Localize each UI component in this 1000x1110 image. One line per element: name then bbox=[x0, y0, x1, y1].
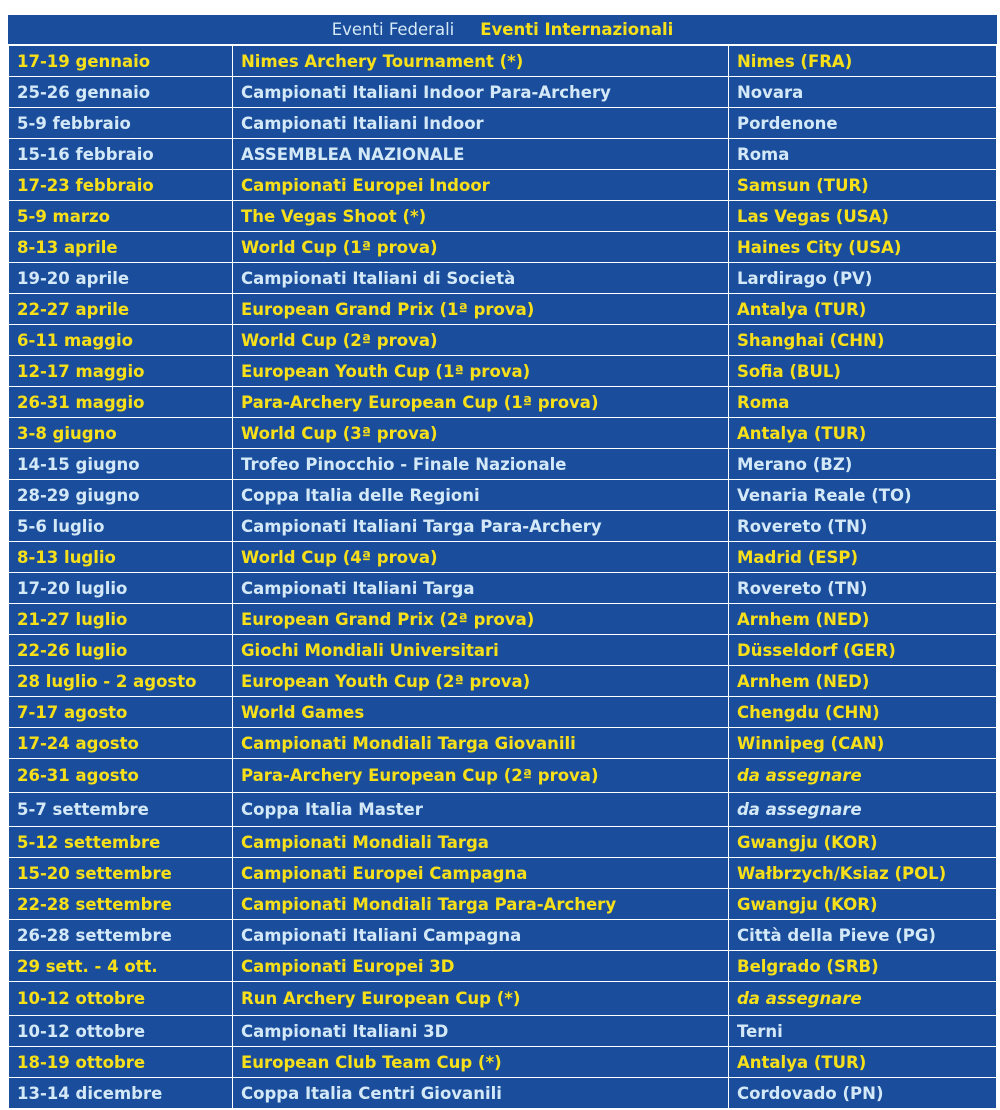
event-date: 6-11 maggio bbox=[9, 325, 233, 356]
event-location: da assegnare bbox=[729, 759, 997, 793]
event-location: Shanghai (CHN) bbox=[729, 325, 997, 356]
table-row bbox=[9, 77, 997, 108]
event-name: World Cup (1ª prova) bbox=[233, 232, 729, 263]
event-name: ASSEMBLEA NAZIONALE bbox=[233, 139, 729, 170]
table-row bbox=[9, 449, 997, 480]
event-name: Campionati Mondiali Targa Giovanili bbox=[233, 728, 729, 759]
event-name: Run Archery European Cup (*) bbox=[233, 982, 729, 1016]
event-date: 5-9 febbraio bbox=[9, 108, 233, 139]
legend-international: Eventi Internazionali bbox=[480, 20, 674, 39]
event-name: European Youth Cup (2ª prova) bbox=[233, 666, 729, 697]
event-name: World Cup (2ª prova) bbox=[233, 325, 729, 356]
table-row bbox=[9, 511, 997, 542]
event-date: 13-14 dicembre bbox=[9, 1078, 233, 1109]
table-row bbox=[9, 889, 997, 920]
table-row bbox=[9, 356, 997, 387]
event-name: Para-Archery European Cup (2ª prova) bbox=[233, 759, 729, 793]
table-row bbox=[9, 920, 997, 951]
table-row bbox=[9, 542, 997, 573]
event-location: Gwangju (KOR) bbox=[729, 889, 997, 920]
events-table bbox=[8, 45, 997, 1109]
event-date: 21-27 luglio bbox=[9, 604, 233, 635]
event-date: 10-12 ottobre bbox=[9, 982, 233, 1016]
table-row bbox=[9, 697, 997, 728]
event-date: 22-28 settembre bbox=[9, 889, 233, 920]
event-name: Campionati Europei 3D bbox=[233, 951, 729, 982]
table-row bbox=[9, 232, 997, 263]
events-calendar bbox=[7, 14, 998, 1110]
event-date: 3-8 giugno bbox=[9, 418, 233, 449]
event-date: 28 luglio - 2 agosto bbox=[9, 666, 233, 697]
event-name: World Games bbox=[233, 697, 729, 728]
event-location: Merano (BZ) bbox=[729, 449, 997, 480]
event-name: Coppa Italia delle Regioni bbox=[233, 480, 729, 511]
event-name: Campionati Italiani Targa bbox=[233, 573, 729, 604]
event-name: Campionati Italiani 3D bbox=[233, 1016, 729, 1047]
table-row bbox=[9, 666, 997, 697]
table-row bbox=[9, 170, 997, 201]
event-name: European Youth Cup (1ª prova) bbox=[233, 356, 729, 387]
event-location: Arnhem (NED) bbox=[729, 666, 997, 697]
event-name: Nimes Archery Tournament (*) bbox=[233, 46, 729, 77]
event-location: Gwangju (KOR) bbox=[729, 827, 997, 858]
event-date: 10-12 ottobre bbox=[9, 1016, 233, 1047]
table-row bbox=[9, 201, 997, 232]
event-location: Lardirago (PV) bbox=[729, 263, 997, 294]
event-date: 5-12 settembre bbox=[9, 827, 233, 858]
event-date: 15-16 febbraio bbox=[9, 139, 233, 170]
table-row bbox=[9, 418, 997, 449]
event-location: Antalya (TUR) bbox=[729, 1047, 997, 1078]
event-date: 8-13 luglio bbox=[9, 542, 233, 573]
event-date: 28-29 giugno bbox=[9, 480, 233, 511]
event-name: Campionati Europei Campagna bbox=[233, 858, 729, 889]
event-date: 12-17 maggio bbox=[9, 356, 233, 387]
event-date: 8-13 aprile bbox=[9, 232, 233, 263]
event-date: 26-31 maggio bbox=[9, 387, 233, 418]
event-date: 26-31 agosto bbox=[9, 759, 233, 793]
event-name: Campionati Italiani di Società bbox=[233, 263, 729, 294]
event-location: da assegnare bbox=[729, 982, 997, 1016]
event-date: 29 sett. - 4 ott. bbox=[9, 951, 233, 982]
event-name: Campionati Mondiali Targa Para-Archery bbox=[233, 889, 729, 920]
event-name: World Cup (4ª prova) bbox=[233, 542, 729, 573]
table-row bbox=[9, 1078, 997, 1109]
event-location: Città della Pieve (PG) bbox=[729, 920, 997, 951]
table-row bbox=[9, 1016, 997, 1047]
event-date: 22-26 luglio bbox=[9, 635, 233, 666]
event-name: European Grand Prix (2ª prova) bbox=[233, 604, 729, 635]
event-date: 26-28 settembre bbox=[9, 920, 233, 951]
event-location: Roma bbox=[729, 387, 997, 418]
event-name: Giochi Mondiali Universitari bbox=[233, 635, 729, 666]
table-row bbox=[9, 480, 997, 511]
event-name: Campionati Italiani Indoor Para-Archery bbox=[233, 77, 729, 108]
table-row bbox=[9, 827, 997, 858]
event-location: Belgrado (SRB) bbox=[729, 951, 997, 982]
legend bbox=[8, 15, 997, 45]
table-row bbox=[9, 139, 997, 170]
event-name: European Grand Prix (1ª prova) bbox=[233, 294, 729, 325]
event-date: 17-19 gennaio bbox=[9, 46, 233, 77]
event-location: Venaria Reale (TO) bbox=[729, 480, 997, 511]
event-name: Campionati Mondiali Targa bbox=[233, 827, 729, 858]
event-name: Campionati Italiani Indoor bbox=[233, 108, 729, 139]
event-location: Roma bbox=[729, 139, 997, 170]
event-location: Las Vegas (USA) bbox=[729, 201, 997, 232]
table-row bbox=[9, 263, 997, 294]
table-row bbox=[9, 294, 997, 325]
table-row bbox=[9, 387, 997, 418]
event-name: World Cup (3ª prova) bbox=[233, 418, 729, 449]
event-date: 25-26 gennaio bbox=[9, 77, 233, 108]
event-location: Düsseldorf (GER) bbox=[729, 635, 997, 666]
event-location: Rovereto (TN) bbox=[729, 573, 997, 604]
event-name: Coppa Italia Centri Giovanili bbox=[233, 1078, 729, 1109]
event-location: Antalya (TUR) bbox=[729, 294, 997, 325]
event-name: Coppa Italia Master bbox=[233, 793, 729, 827]
event-name: The Vegas Shoot (*) bbox=[233, 201, 729, 232]
event-name: Campionati Italiani Campagna bbox=[233, 920, 729, 951]
table-row bbox=[9, 858, 997, 889]
event-location: Cordovado (PN) bbox=[729, 1078, 997, 1109]
table-row bbox=[9, 1047, 997, 1078]
event-location: Novara bbox=[729, 77, 997, 108]
event-name: Trofeo Pinocchio - Finale Nazionale bbox=[233, 449, 729, 480]
legend-federal: Eventi Federali bbox=[331, 20, 455, 39]
table-row bbox=[9, 793, 997, 827]
event-location: Antalya (TUR) bbox=[729, 418, 997, 449]
event-date: 5-7 settembre bbox=[9, 793, 233, 827]
event-location: Samsun (TUR) bbox=[729, 170, 997, 201]
table-row bbox=[9, 573, 997, 604]
event-date: 18-19 ottobre bbox=[9, 1047, 233, 1078]
event-date: 15-20 settembre bbox=[9, 858, 233, 889]
event-location: Rovereto (TN) bbox=[729, 511, 997, 542]
event-location: Arnhem (NED) bbox=[729, 604, 997, 635]
event-location: Pordenone bbox=[729, 108, 997, 139]
event-location: Madrid (ESP) bbox=[729, 542, 997, 573]
table-row bbox=[9, 635, 997, 666]
event-location: da assegnare bbox=[729, 793, 997, 827]
event-date: 17-24 agosto bbox=[9, 728, 233, 759]
event-date: 5-6 luglio bbox=[9, 511, 233, 542]
table-row bbox=[9, 951, 997, 982]
event-date: 19-20 aprile bbox=[9, 263, 233, 294]
table-row bbox=[9, 982, 997, 1016]
event-location: Chengdu (CHN) bbox=[729, 697, 997, 728]
event-name: Campionati Europei Indoor bbox=[233, 170, 729, 201]
table-row bbox=[9, 604, 997, 635]
event-date: 22-27 aprile bbox=[9, 294, 233, 325]
event-date: 17-23 febbraio bbox=[9, 170, 233, 201]
event-name: Para-Archery European Cup (1ª prova) bbox=[233, 387, 729, 418]
event-location: Nimes (FRA) bbox=[729, 46, 997, 77]
event-name: Campionati Italiani Targa Para-Archery bbox=[233, 511, 729, 542]
event-date: 7-17 agosto bbox=[9, 697, 233, 728]
event-date: 17-20 luglio bbox=[9, 573, 233, 604]
table-row bbox=[9, 108, 997, 139]
event-date: 5-9 marzo bbox=[9, 201, 233, 232]
table-row bbox=[9, 728, 997, 759]
event-location: Terni bbox=[729, 1016, 997, 1047]
event-location: Haines City (USA) bbox=[729, 232, 997, 263]
event-location: Sofia (BUL) bbox=[729, 356, 997, 387]
table-row bbox=[9, 759, 997, 793]
event-date: 14-15 giugno bbox=[9, 449, 233, 480]
event-location: Winnipeg (CAN) bbox=[729, 728, 997, 759]
table-row bbox=[9, 46, 997, 77]
event-name: European Club Team Cup (*) bbox=[233, 1047, 729, 1078]
table-row bbox=[9, 325, 997, 356]
event-location: Wałbrzych/Ksiaz (POL) bbox=[729, 858, 997, 889]
